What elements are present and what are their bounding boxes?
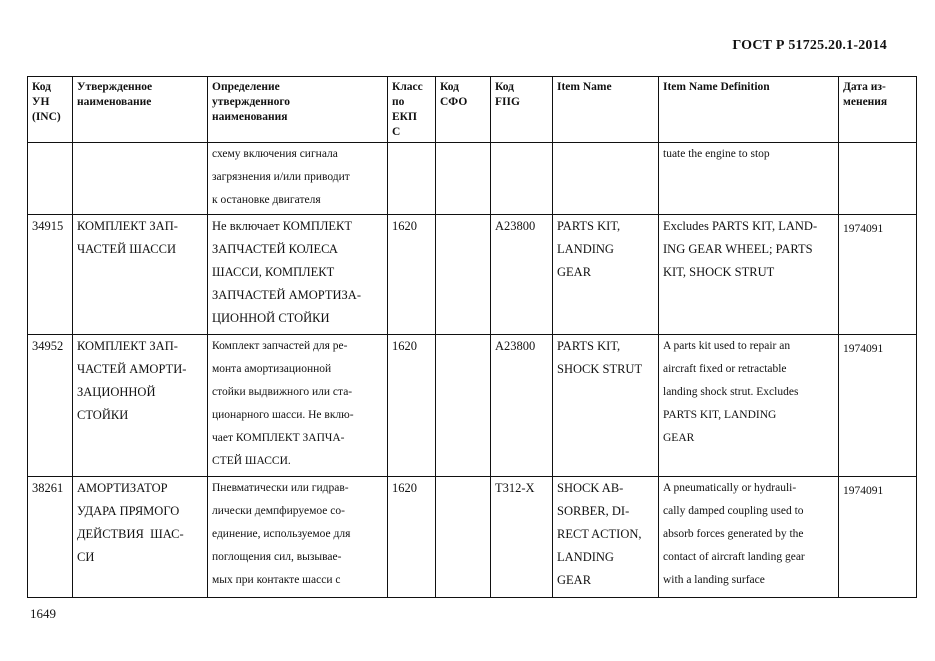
col-header-approved-name: Утвержденное наименование xyxy=(73,77,208,143)
col-header-item-definition: Item Name Definition xyxy=(659,77,839,143)
cell-definition: Пневматически или гидрав- лически демпфируемое со- единение, используемое для поглощения сил, вызывае- мых при контакте шасси с xyxy=(208,477,388,598)
table-row xyxy=(28,143,917,215)
cell-fiig: A23800 xyxy=(491,215,553,335)
cell-definition: схему включения сигнала загрязнения и/или приводит к остановке двигателя xyxy=(208,143,388,215)
cell-fiig: A23800 xyxy=(491,335,553,477)
cell-approved-name: КОМПЛЕКТ ЗАП- ЧАСТЕЙ АМОРТИ- ЗАЦИОННОЙ СТОЙКИ xyxy=(73,335,208,477)
cell-class: 1620 xyxy=(388,215,436,335)
cell-change-date: 1974091 xyxy=(839,477,917,598)
cell-sfo xyxy=(436,335,491,477)
cell-change-date: 1974091 xyxy=(839,335,917,477)
cell-change-date: 1974091 xyxy=(839,215,917,335)
col-header-definition: Определение утвержденного наименования xyxy=(208,77,388,143)
cell-inc xyxy=(28,143,73,215)
cell-fiig: T312-X xyxy=(491,477,553,598)
cell-approved-name xyxy=(73,143,208,215)
cell-item-name: PARTS KIT, LANDING GEAR xyxy=(553,215,659,335)
table-row xyxy=(28,477,917,598)
cell-inc: 34952 xyxy=(28,335,73,477)
cell-class: 1620 xyxy=(388,335,436,477)
cell-item-name: SHOCK AB- SORBER, DI- RECT ACTION, LANDING GEAR xyxy=(553,477,659,598)
col-header-class: Класс по ЕКП С xyxy=(388,77,436,143)
cell-item-definition: A pneumatically or hydrauli- cally damped coupling used to absorb forces generated by the contact of aircraft landing gear with a landing surface xyxy=(659,477,839,598)
cell-item-definition: tuate the engine to stop xyxy=(659,143,839,215)
cell-sfo xyxy=(436,215,491,335)
table-header-row xyxy=(28,77,917,143)
cell-change-date xyxy=(839,143,917,215)
col-header-item-name: Item Name xyxy=(553,77,659,143)
cell-item-name xyxy=(553,143,659,215)
document-code: ГОСТ Р 51725.20.1-2014 xyxy=(732,38,887,53)
cell-item-definition: A parts kit used to repair an aircraft fixed or retractable landing shock strut. Excludes PARTS KIT, LANDING GEAR xyxy=(659,335,839,477)
cell-sfo xyxy=(436,143,491,215)
col-header-sfo: Код СФО xyxy=(436,77,491,143)
cell-approved-name: АМОРТИЗАТОР УДАРА ПРЯМОГО ДЕЙСТВИЯ ШАС- СИ xyxy=(73,477,208,598)
col-header-fiig: Код FIIG xyxy=(491,77,553,143)
cell-fiig xyxy=(491,143,553,215)
cell-sfo xyxy=(436,477,491,598)
cell-class: 1620 xyxy=(388,477,436,598)
cell-inc: 38261 xyxy=(28,477,73,598)
cell-inc: 34915 xyxy=(28,215,73,335)
cell-item-name: PARTS KIT, SHOCK STRUT xyxy=(553,335,659,477)
col-header-change-date: Дата из- менения xyxy=(839,77,917,143)
cell-approved-name: КОМПЛЕКТ ЗАП- ЧАСТЕЙ ШАССИ xyxy=(73,215,208,335)
cell-item-definition: Excludes PARTS KIT, LAND- ING GEAR WHEEL; PARTS KIT, SHOCK STRUT xyxy=(659,215,839,335)
table-row xyxy=(28,335,917,477)
cell-class xyxy=(388,143,436,215)
page-number: 1649 xyxy=(30,606,56,621)
nomenclature-table xyxy=(27,76,917,598)
col-header-inc: Код УН (INC) xyxy=(28,77,73,143)
cell-definition: Комплект запчастей для ре- монта амортизационной стойки выдвижного или ста- ционарного шасси. Не вклю- чает КОМПЛЕКТ ЗАПЧА- СТЕЙ ШАССИ. xyxy=(208,335,388,477)
table-row xyxy=(28,215,917,335)
cell-definition: Не включает КОМПЛЕКТ ЗАПЧАСТЕЙ КОЛЕСА ШАССИ, КОМПЛЕКТ ЗАПЧАСТЕЙ АМОРТИЗА- ЦИОННОЙ СТОЙКИ xyxy=(208,215,388,335)
